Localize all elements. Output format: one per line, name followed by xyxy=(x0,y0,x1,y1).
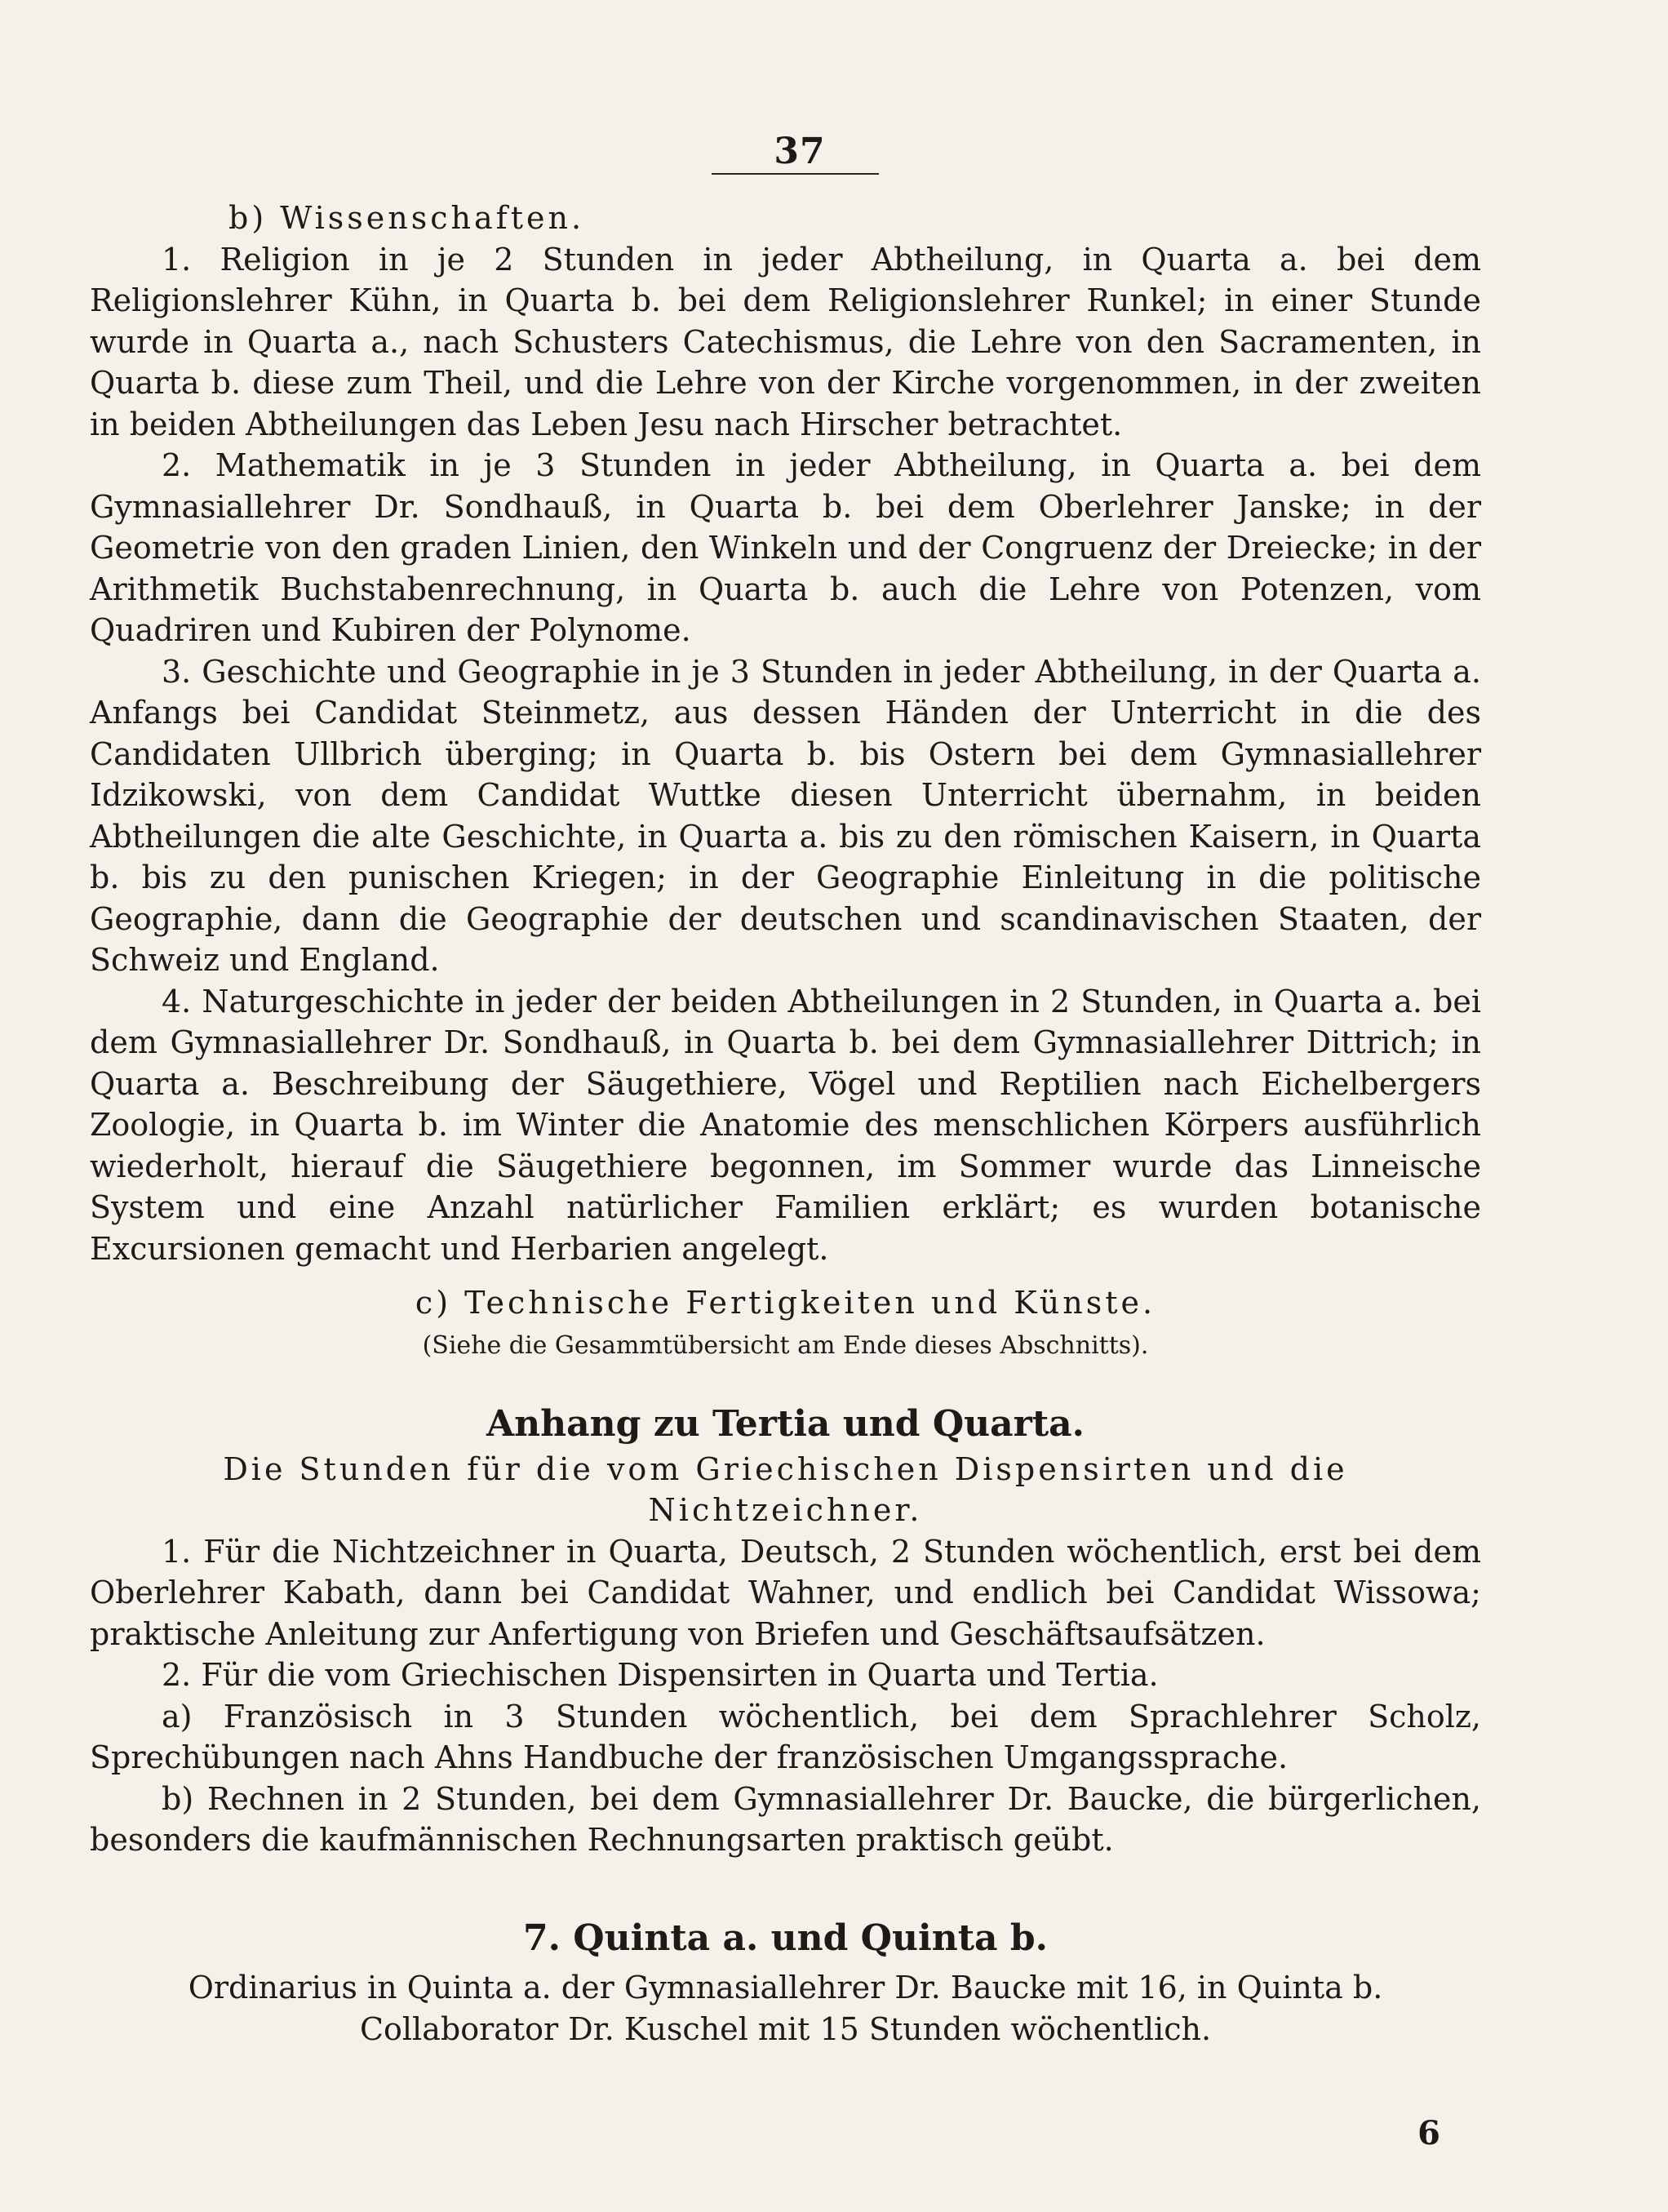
section-heading-quinta: 7. Quinta a. und Quinta b. xyxy=(523,1917,1048,1959)
note-gesammtuebersicht: (Siehe die Gesammtübersicht am Ende dieses Abschnitts). xyxy=(422,1330,1149,1360)
paragraph-religion: 1. Religion in je 2 Stunden in jeder Abtheilung, in Quarta a. bei dem Religionslehrer Kühn, in Quarta b. bei dem Religionslehrer Runkel; in einer Stunde wurde in Quarta a., nach Schusters Catechismus, die Lehre von den Sacramenten, in Quarta b. diese zum Theil, und die Lehre von der Kirche vorgenommen, in der zweiten in beiden Abtheilungen das Leben Jesu nach Hirscher betrachtet. xyxy=(90,241,1481,442)
page-number-rule xyxy=(712,173,879,175)
paragraph-franzoesisch: a) Französisch in 3 Stunden wöchentlich, bei dem Sprachlehrer Scholz, Sprechübungen nach Ahns Handbuche der französischen Umgangssprache. xyxy=(90,1698,1481,1775)
paragraph-naturgeschichte: 4. Naturgeschichte in jeder der beiden Abtheilungen in 2 Stunden, in Quarta a. bei dem Gymnasiallehrer Dr. Sondhauß, in Quarta b. bei dem Gymnasiallehrer Dittrich; in Quarta a. Beschreibung der Säugethiere, Vögel und Reptilien nach Eichelbergers Zoologie, in Quarta b. im Winter die Anatomie des menschlichen Körpers ausführlich wiederholt, hierauf die Säugethiere begonnen, im Sommer wurde das Linneische System und eine Anzahl natürlicher Familien erklärt; es wurden botanische Excursionen gemacht und Herbarien angelegt. xyxy=(90,983,1481,1267)
subsection-heading-c: c) Technische Fertigkeiten und Künste. xyxy=(415,1285,1156,1321)
paragraph-dispensirten: 2. Für die vom Griechischen Dispensirten in Quarta und Tertia. xyxy=(162,1657,1159,1693)
subsection-heading-b: b) Wissenschaften. xyxy=(228,200,585,236)
document-page xyxy=(90,122,1481,2152)
paragraph-quinta: Ordinarius in Quinta a. der Gymnasiallehrer Dr. Baucke mit 16, in Quinta b. Collaborator Dr. Kuschel mit 15 Stunden wöchentlich. xyxy=(188,1970,1383,2047)
signature-mark: 6 xyxy=(1417,2114,1440,2152)
paragraph-rechnen: b) Rechnen in 2 Stunden, bei dem Gymnasiallehrer Dr. Baucke, die bürgerlichen, besonders die kaufmännischen Rechnungsarten praktisch geübt. xyxy=(90,1780,1481,1858)
anhang-subtitle: Die Stunden für die vom Griechischen Dispensirten und die Nichtzeichner. xyxy=(223,1450,1348,1528)
paragraph-nichtzeichner: 1. Für die Nichtzeichner in Quarta, Deutsch, 2 Stunden wöchentlich, erst bei dem Oberlehrer Kabath, dann bei Candidat Wahner, und endlich bei Candidat Wissowa; praktische Anleitung zur Anfertigung von Briefen und Geschäftsaufsätzen. xyxy=(90,1533,1481,1652)
paragraph-mathematik: 2. Mathematik in je 3 Stunden in jeder Abtheilung, in Quarta a. bei dem Gymnasiallehrer Dr. Sondhauß, in Quarta b. bei dem Oberlehrer Janske; in der Geometrie von den graden Linien, den Winkeln und der Congruenz der Dreiecke; in der Arithmetik Buchstabenrechnung, in Quarta b. auch die Lehre von Potenzen, vom Quadriren und Kubiren der Polynome. xyxy=(90,447,1481,648)
section-heading-anhang: Anhang zu Tertia und Quarta. xyxy=(486,1403,1085,1445)
paragraph-geschichte: 3. Geschichte und Geographie in je 3 Stunden in jeder Abtheilung, in der Quarta a. Anfangs bei Candidat Steinmetz, aus dessen Händen der Unterricht in die des Candidaten Ullbrich überging; in Quarta b. bis Ostern bei dem Gymnasiallehrer Idzikowski, von dem Candidat Wuttke diesen Unterricht übernahm, in beiden Abtheilungen die alte Geschichte, in Quarta a. bis zu den römischen Kaisern, in Quarta b. bis zu den punischen Kriegen; in der Geographie Einleitung in die politische Geographie, dann die Geographie der deutschen und scandinavischen Staaten, der Schweiz und England. xyxy=(90,653,1481,978)
body-text xyxy=(90,198,1481,2050)
page-number: 37 xyxy=(774,131,826,172)
